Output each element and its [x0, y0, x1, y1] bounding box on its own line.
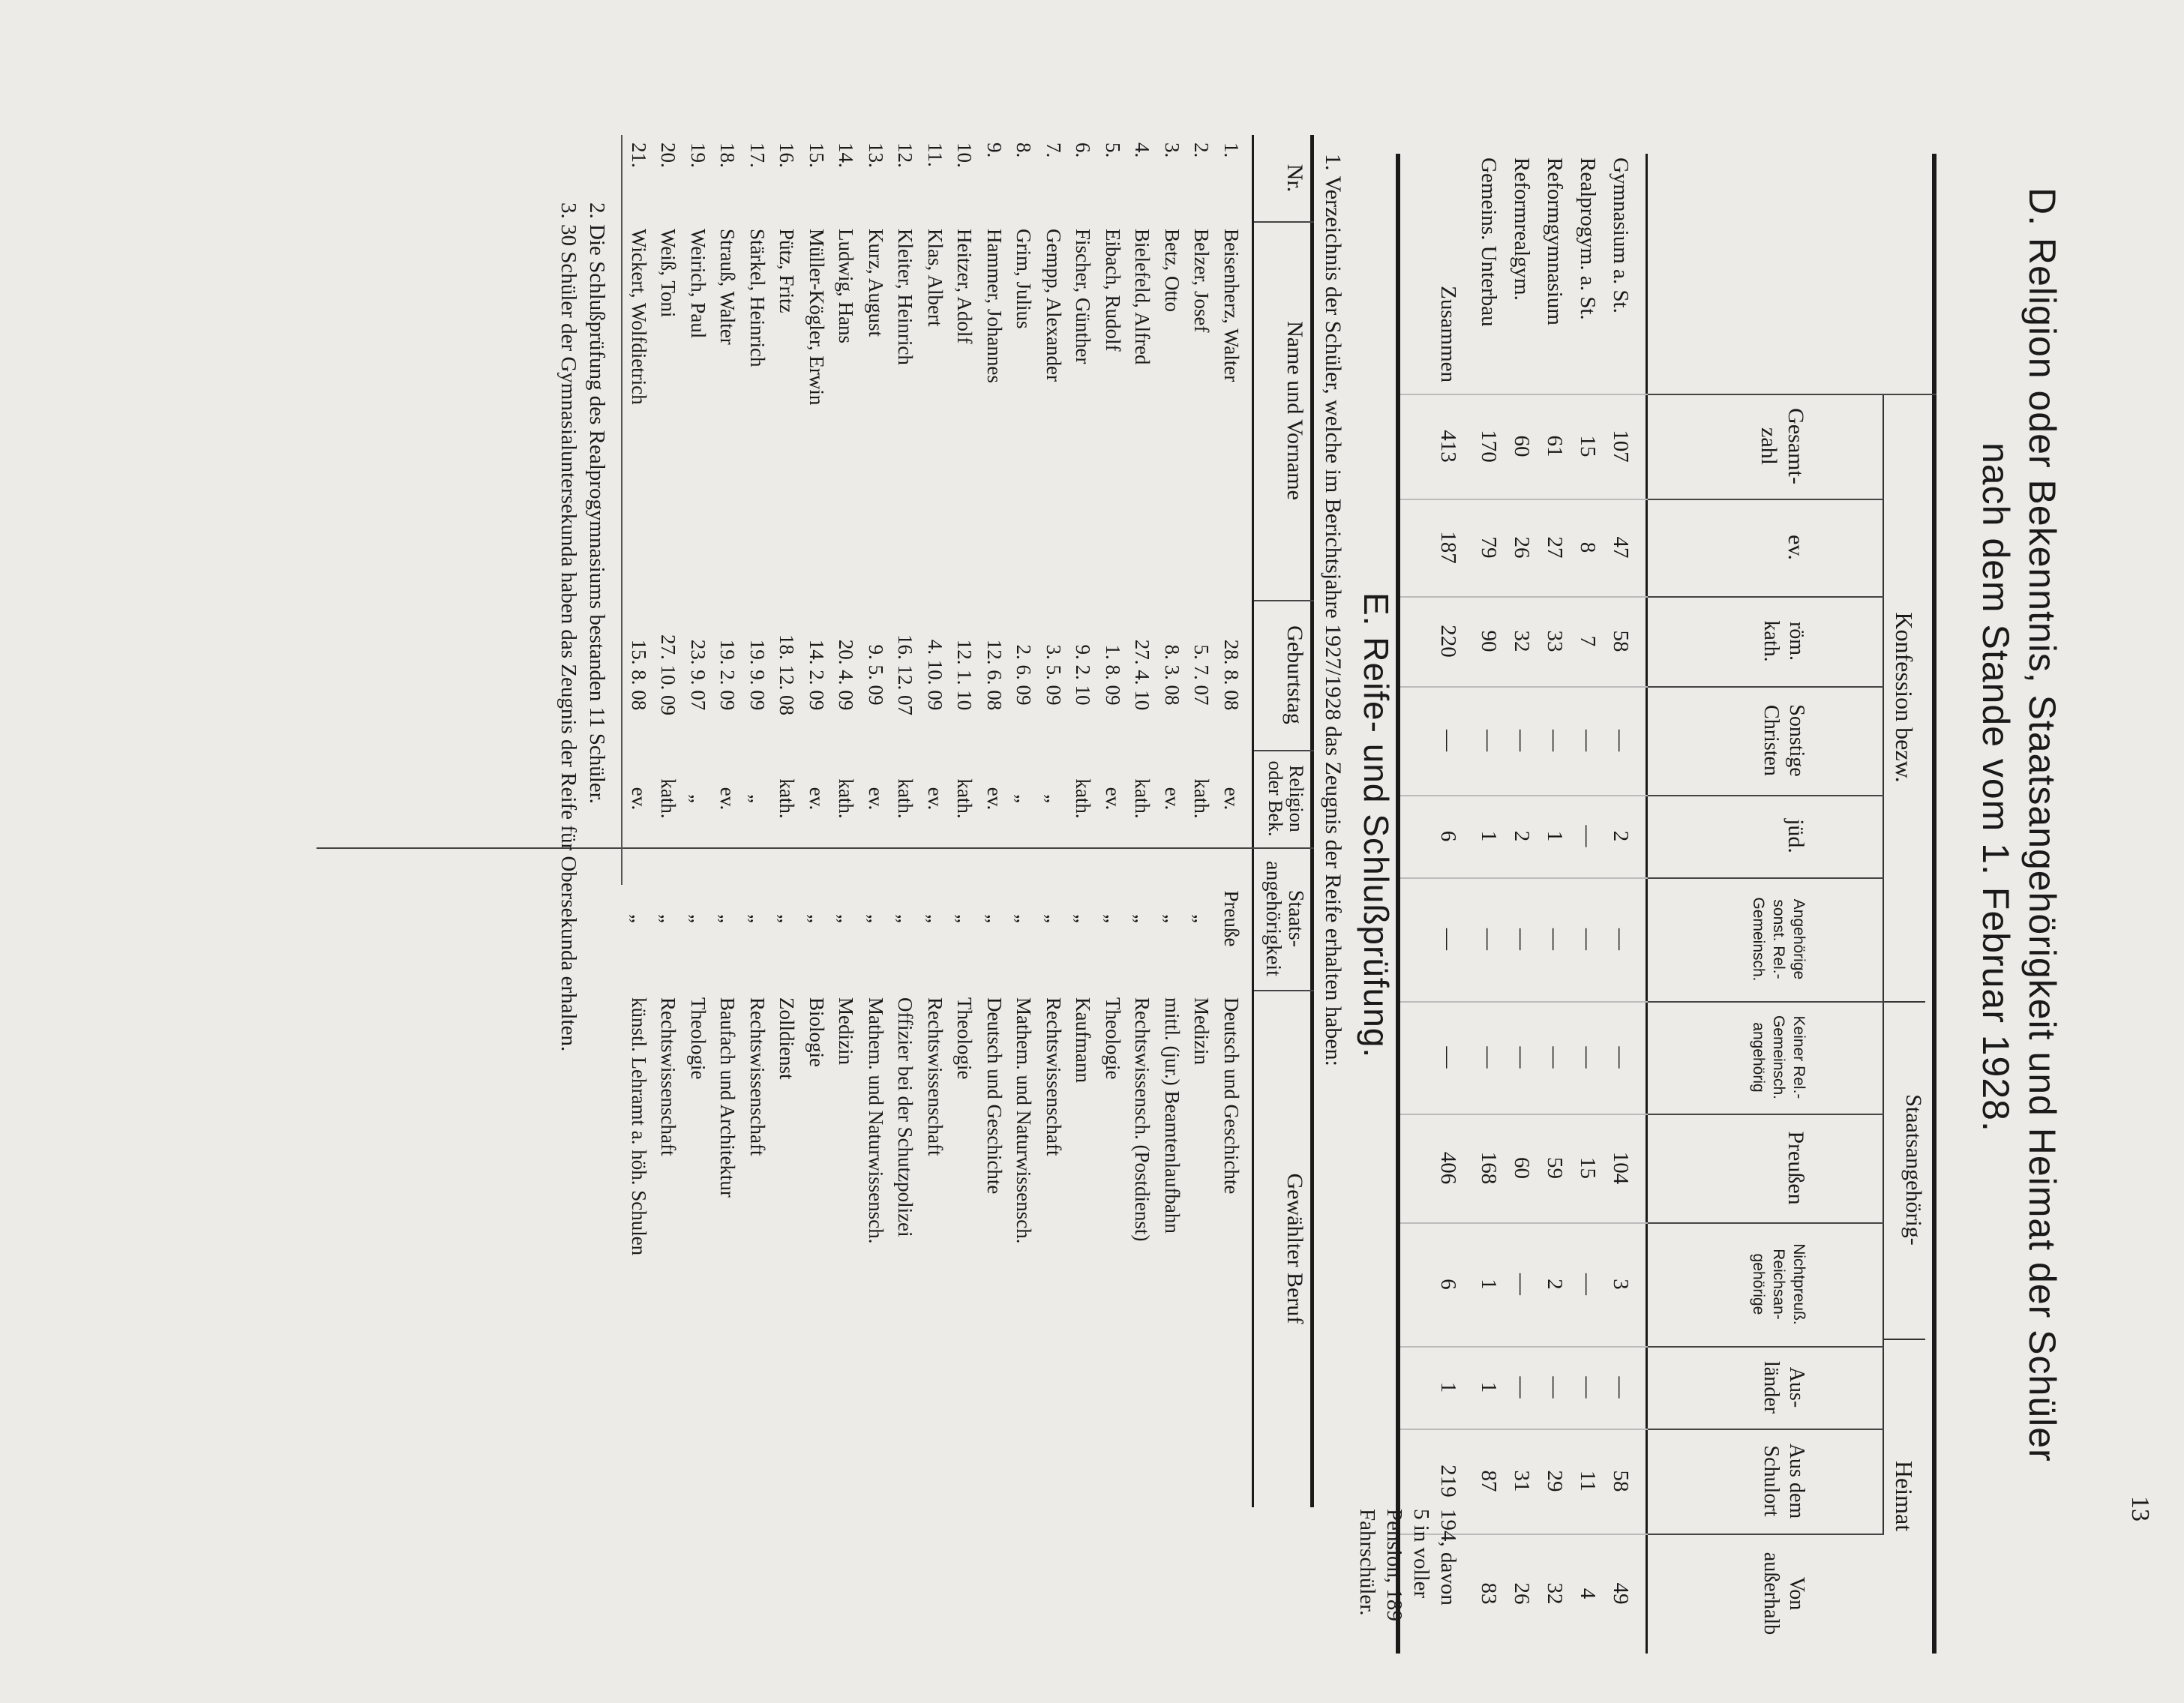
- reife-name: Grim, Julius: [1012, 229, 1036, 329]
- religion-cell: —: [1576, 730, 1600, 751]
- reife-religion: kath.: [1190, 778, 1214, 819]
- religion-cell: —: [1510, 928, 1534, 950]
- religion-cell: 107: [1609, 430, 1633, 463]
- reife-geburtstag: 16. 12. 07: [894, 634, 917, 715]
- religion-cell: 26: [1510, 1582, 1534, 1605]
- rule: [1648, 1001, 1884, 1003]
- heimat-note-line: Fahrschüler.: [1355, 1509, 1379, 1616]
- reife-nr: 3.: [1161, 142, 1184, 158]
- religion-cell: 170: [1477, 430, 1501, 463]
- reife-nr: 17.: [746, 142, 769, 168]
- reife-staat: „: [1012, 914, 1036, 923]
- religion-cell: 15: [1576, 1157, 1600, 1179]
- religion-cell: —: [1510, 1376, 1534, 1399]
- reife-religion: ev.: [924, 787, 946, 811]
- reife-staat: „: [1131, 914, 1154, 923]
- religion-cell: 15: [1576, 435, 1600, 457]
- religion-total-label: Zusammen: [1436, 286, 1460, 382]
- reife-name: Fischer, Günther: [1072, 229, 1095, 364]
- rule: [1310, 135, 1314, 1507]
- reife-staat: „: [657, 914, 680, 923]
- reife-geburtstag: 9. 5. 09: [865, 644, 887, 706]
- religion-cell: 4: [1576, 1588, 1600, 1600]
- reife-nr: 21.: [628, 142, 650, 168]
- religion-cell: 1: [1477, 830, 1501, 842]
- reife-name: Belzer, Josef: [1190, 229, 1214, 333]
- religion-total-cell: 187: [1436, 531, 1460, 564]
- religion-cell: —: [1477, 730, 1501, 751]
- religion-cell: 27: [1543, 536, 1567, 559]
- heimat-note-line: Pension, 189: [1382, 1509, 1406, 1621]
- religion-row-label: Gemeins. Unterbau: [1477, 157, 1501, 327]
- reife-name: Pütz, Fritz: [776, 229, 799, 313]
- rule: [621, 135, 622, 885]
- religion-cell: 2: [1543, 1279, 1567, 1290]
- religion-cell: 60: [1510, 1157, 1534, 1179]
- reife-staat: „: [953, 914, 976, 923]
- religion-total-cell: —: [1436, 928, 1460, 950]
- religion-cell: 49: [1609, 1582, 1633, 1605]
- religion-cell: —: [1510, 1046, 1534, 1069]
- rule: [1882, 394, 1884, 1534]
- col-geburtstag: Geburtstag: [1282, 625, 1307, 724]
- reife-nr: 8.: [1012, 142, 1036, 158]
- religion-cell: —: [1576, 825, 1600, 847]
- religion-row-label: Realprogym. a. St.: [1576, 157, 1600, 320]
- reife-beruf: Baufach und Architektur: [716, 997, 740, 1198]
- reife-beruf: Mathem. und Naturwissensch.: [865, 997, 887, 1244]
- religion-row-label: Reformrealgym.: [1510, 157, 1534, 301]
- religion-total-cell: 6: [1436, 1279, 1460, 1290]
- religion-cell: —: [1609, 928, 1633, 950]
- reife-religion: kath.: [953, 778, 976, 819]
- reife-staat: „: [776, 914, 799, 923]
- reife-staat: „: [894, 914, 917, 923]
- note-obersekunda: 3. 30 Schüler der Gymnasialuntersekunda haben das Zeugnis der Reife für Obersekunda erhalten.: [556, 202, 580, 1052]
- reife-beruf: Medizin: [835, 997, 858, 1065]
- reife-nr: 7.: [1042, 142, 1065, 158]
- reife-religion: ev.: [628, 787, 650, 811]
- reife-beruf: Medizin: [1190, 997, 1214, 1065]
- reife-name: Ludwig, Hans: [835, 229, 858, 343]
- rule: [1648, 1346, 1884, 1348]
- reife-religion: kath.: [835, 778, 858, 819]
- reife-beruf: Theologie: [1102, 997, 1124, 1080]
- reife-name: Strauß, Walter: [716, 229, 740, 345]
- religion-total-cell: 6: [1436, 830, 1460, 842]
- religion-total-cell: 1: [1436, 1381, 1460, 1393]
- heimat-note-line: 5 in voller: [1409, 1509, 1433, 1599]
- reife-beruf: Deutsch und Geschichte: [1220, 997, 1243, 1195]
- reife-geburtstag: 4. 10. 09: [924, 639, 946, 711]
- col-keiner: Keiner Rel.-Gemeinsch. angehörig: [1750, 1015, 1808, 1100]
- col-staatsangehoerigkeit: Staats-angehörigkeit: [1262, 861, 1307, 976]
- religion-cell: 1: [1477, 1381, 1501, 1393]
- reife-staat: „: [746, 914, 769, 923]
- rule: [1648, 1534, 1884, 1535]
- heimat-note-line: 194, davon: [1436, 1509, 1460, 1606]
- page-number: 13: [2126, 1496, 2154, 1522]
- reife-beruf: Biologie: [806, 997, 828, 1067]
- reife-name: Müller-Kögler, Erwin: [806, 229, 828, 406]
- religion-cell: 60: [1510, 435, 1534, 457]
- reife-nr: 16.: [776, 142, 799, 168]
- reife-geburtstag: 2. 6. 09: [1012, 644, 1036, 706]
- reife-beruf: Theologie: [687, 997, 710, 1080]
- col-jued: jüd.: [1784, 819, 1808, 853]
- reife-name: Stärkel, Heinrich: [746, 229, 769, 367]
- religion-cell: 32: [1510, 630, 1534, 652]
- reife-staat: „: [1161, 914, 1184, 923]
- religion-cell: —: [1543, 928, 1567, 950]
- col-von-ausserhalb: Von außerhalb: [1760, 1552, 1808, 1636]
- col-name: Name und Vorname: [1282, 321, 1307, 500]
- konfession-header: Konfession bezw.: [1891, 612, 1918, 783]
- rule: [1648, 1429, 1884, 1430]
- religion-cell: 3: [1609, 1279, 1633, 1290]
- religion-cell: —: [1609, 1046, 1633, 1069]
- col-roem-kath: röm. kath.: [1760, 620, 1808, 662]
- religion-cell: 90: [1477, 630, 1501, 652]
- reife-beruf: Rechtswissensch. (Postdienst): [1131, 997, 1154, 1242]
- religion-cell: —: [1477, 928, 1501, 950]
- col-auslaender: Aus-länder: [1760, 1361, 1808, 1414]
- religion-cell: 2: [1510, 830, 1534, 842]
- religion-cell: 33: [1543, 630, 1567, 652]
- col-angehoerige: Angehörige sonst. Rel.-Gemeinsch.: [1750, 897, 1808, 982]
- reife-beruf: Rechtswissenschaft: [657, 997, 680, 1156]
- reife-geburtstag: 8. 3. 08: [1161, 644, 1184, 706]
- religion-cell: —: [1543, 730, 1567, 751]
- reife-staat: „: [716, 914, 740, 923]
- reife-geburtstag: 9. 2. 10: [1072, 644, 1095, 706]
- reife-nr: 10.: [953, 142, 976, 168]
- rule: [1648, 1114, 1884, 1115]
- reife-nr: 12.: [894, 142, 917, 168]
- religion-cell: 47: [1609, 536, 1633, 559]
- religion-cell: 29: [1543, 1470, 1567, 1492]
- reife-beruf: Offizier bei der Schutzpolizei: [894, 997, 917, 1237]
- reife-religion: kath.: [657, 778, 680, 819]
- reife-nr: 11.: [924, 142, 946, 167]
- reife-beruf: Theologie: [953, 997, 976, 1080]
- religion-cell: —: [1609, 730, 1633, 751]
- reife-religion: kath.: [1072, 778, 1095, 819]
- reife-geburtstag: 27. 4. 10: [1131, 639, 1154, 711]
- section-e-title: E. Reife- und Schlußprüfung.: [1357, 592, 1396, 1059]
- religion-cell: 58: [1609, 630, 1633, 652]
- reife-staat: „: [1042, 914, 1065, 923]
- reife-name: Beisenherz, Walter: [1220, 229, 1243, 382]
- reife-religion: ev.: [1220, 787, 1243, 811]
- religion-cell: 32: [1543, 1582, 1567, 1605]
- col-religion: Religion oder Bek.: [1264, 760, 1307, 837]
- religion-cell: 26: [1510, 536, 1534, 559]
- reife-name: Hammer, Johannes: [983, 229, 1006, 383]
- religion-total-cell: 219: [1436, 1465, 1460, 1498]
- reife-geburtstag: 3. 5. 09: [1042, 644, 1065, 706]
- reife-name: Weiß, Toni: [657, 229, 680, 318]
- religion-cell: —: [1576, 1273, 1600, 1295]
- reife-name: Eibach, Rudolf: [1102, 229, 1124, 352]
- reife-religion: ev.: [1161, 787, 1184, 811]
- reife-religion: „: [687, 794, 710, 803]
- reife-religion: ev.: [983, 787, 1006, 811]
- reife-name: Betz, Otto: [1161, 229, 1184, 312]
- reife-geburtstag: 15. 8. 08: [628, 639, 650, 711]
- reife-beruf: Rechtswissenschaft: [1042, 997, 1065, 1156]
- reife-name: Kurz, August: [865, 229, 887, 337]
- reife-staat: „: [687, 914, 710, 923]
- rule: [1648, 499, 1884, 500]
- reife-nr: 9.: [983, 142, 1006, 158]
- reife-staat: „: [865, 914, 887, 923]
- religion-cell: 79: [1477, 536, 1501, 559]
- reife-nr: 5.: [1102, 142, 1124, 158]
- note-schlusspruefung: 2. Die Schlußprüfung des Realprogymnasiums bestanden 11 Schüler.: [585, 202, 609, 804]
- reife-geburtstag: 14. 2. 09: [806, 639, 828, 711]
- religion-cell: 104: [1609, 1151, 1633, 1185]
- reife-staat: „: [983, 914, 1006, 923]
- reife-staat: „: [628, 914, 650, 923]
- col-nr: Nr.: [1282, 163, 1307, 193]
- religion-cell: 2: [1609, 830, 1633, 842]
- reife-beruf: Deutsch und Geschichte: [983, 997, 1006, 1195]
- reife-geburtstag: 19. 9. 09: [746, 639, 769, 711]
- section-d-title-line2: nach dem Stande vom 1. Februar 1928.: [1975, 442, 2017, 1132]
- reife-staat: „: [835, 914, 858, 923]
- reife-religion: ev.: [716, 787, 740, 811]
- staatsangehoerigkeit-header: Staatsangehörig-: [1901, 1094, 1926, 1246]
- reife-nr: 13.: [865, 142, 887, 168]
- reife-geburtstag: 27. 10. 09: [657, 634, 680, 715]
- reife-beruf: Kaufmann: [1072, 997, 1095, 1083]
- col-aus-dem-schulort: Aus dem Schulort: [1760, 1443, 1808, 1519]
- religion-cell: —: [1609, 1376, 1633, 1399]
- religion-cell: 1: [1543, 830, 1567, 842]
- reife-name: Bielefeld, Alfred: [1131, 229, 1154, 365]
- reife-staat: „: [806, 914, 828, 923]
- religion-total-cell: —: [1436, 730, 1460, 751]
- reife-nr: 20.: [657, 142, 680, 168]
- reife-religion: ev.: [1102, 787, 1124, 811]
- rule: [1252, 135, 1254, 1507]
- reife-geburtstag: 20. 4. 09: [835, 639, 858, 711]
- reife-name: Wickert, Wolfdietrich: [628, 229, 650, 405]
- reife-beruf: mittl. (jur.) Beamtenlaufbahn: [1161, 997, 1184, 1234]
- religion-cell: 58: [1609, 1470, 1633, 1492]
- rule: [1648, 596, 1884, 598]
- reife-geburtstag: 23. 9. 07: [687, 639, 710, 711]
- reife-nr: 2.: [1190, 142, 1214, 158]
- religion-cell: —: [1576, 1046, 1600, 1069]
- col-preussen: Preußen: [1784, 1131, 1808, 1205]
- section-e-intro: 1. Verzeichnis der Schüler, welche im Berichtsjahre 1927/1928 das Zeugnis der Reife erhalten haben:: [1321, 154, 1346, 1067]
- reife-name: Klas, Albert: [924, 229, 946, 327]
- religion-total-cell: 413: [1436, 430, 1460, 463]
- reife-religion: kath.: [776, 778, 799, 819]
- religion-row-label: Gymnasium a. St.: [1609, 157, 1633, 313]
- reife-nr: 18.: [716, 142, 740, 168]
- religion-total-cell: —: [1436, 1046, 1460, 1069]
- reife-nr: 1.: [1220, 142, 1243, 158]
- religion-total-cell: 406: [1436, 1151, 1460, 1185]
- rule: [1648, 795, 1884, 796]
- reife-staat: „: [1072, 914, 1095, 923]
- reife-geburtstag: 18. 12. 08: [776, 634, 799, 715]
- religion-cell: —: [1510, 730, 1534, 751]
- reife-beruf: Mathem. und Naturwissensch.: [1012, 997, 1036, 1244]
- religion-cell: —: [1510, 1273, 1534, 1295]
- col-beruf: Gewählter Beruf: [1282, 1173, 1307, 1324]
- reife-beruf: künstl. Lehramt a. höh. Schulen: [628, 997, 650, 1256]
- religion-cell: 83: [1477, 1582, 1501, 1605]
- reife-staat: „: [1190, 914, 1214, 923]
- reife-beruf: Rechtswissenschaft: [924, 997, 946, 1156]
- col-nichtpreuss: Nichtpreuß. Reichsan-gehörige: [1750, 1243, 1808, 1325]
- reife-geburtstag: 1. 8. 09: [1102, 644, 1124, 706]
- reife-name: Heitzer, Adolf: [953, 229, 976, 344]
- religion-total-cell: 220: [1436, 625, 1460, 658]
- religion-cell: —: [1543, 1376, 1567, 1399]
- religion-cell: —: [1576, 1376, 1600, 1399]
- reife-nr: 4.: [1131, 142, 1154, 158]
- reife-staat: Preuße: [1220, 890, 1243, 947]
- heimat-header: Heimat: [1891, 1460, 1918, 1532]
- reife-geburtstag: 19. 2. 09: [716, 639, 740, 711]
- reife-geburtstag: 12. 6. 08: [983, 639, 1006, 711]
- reife-nr: 15.: [806, 142, 828, 168]
- reife-name: Kleiter, Heinrich: [894, 229, 917, 365]
- reife-religion: ev.: [865, 787, 887, 811]
- reife-geburtstag: 12. 1. 10: [953, 639, 976, 711]
- reife-staat: „: [1102, 914, 1124, 923]
- religion-row-label: Reformgymnasium: [1543, 157, 1567, 325]
- religion-cell: —: [1477, 1046, 1501, 1069]
- reife-religion: „: [1012, 794, 1036, 803]
- religion-cell: 87: [1477, 1470, 1501, 1492]
- religion-cell: 7: [1576, 635, 1600, 647]
- religion-cell: —: [1543, 1046, 1567, 1069]
- reife-religion: ev.: [806, 787, 828, 811]
- religion-cell: 1: [1477, 1279, 1501, 1290]
- reife-religion: kath.: [894, 778, 917, 819]
- reife-name: Gempp, Alexander: [1042, 229, 1065, 382]
- religion-cell: 31: [1510, 1470, 1534, 1492]
- religion-cell: 8: [1576, 541, 1600, 553]
- reife-geburtstag: 5. 7. 07: [1190, 644, 1214, 706]
- rule: [1932, 154, 1936, 1654]
- col-sonstige-christen: Sonstige Christen: [1760, 704, 1808, 777]
- rule: [1648, 1222, 1884, 1224]
- reife-nr: 6.: [1072, 142, 1095, 158]
- reife-religion: kath.: [1131, 778, 1154, 819]
- reife-nr: 14.: [835, 142, 858, 168]
- col-gesamtzahl: Gesamt-zahl: [1756, 408, 1808, 484]
- reife-name: Weirich, Paul: [687, 229, 710, 339]
- reife-nr: 19.: [687, 142, 710, 168]
- religion-cell: —: [1576, 928, 1600, 950]
- reife-religion: „: [1042, 794, 1065, 803]
- reife-geburtstag: 28. 8. 08: [1220, 639, 1243, 711]
- religion-cell: 61: [1543, 435, 1567, 457]
- religion-cell: 11: [1576, 1471, 1600, 1492]
- rule: [1648, 686, 1884, 688]
- reife-beruf: Zolldienst: [776, 997, 799, 1080]
- section-d-title-line1: D. Religion oder Bekenntnis, Staatsangehörigkeit und Heimat der Schüler: [2021, 187, 2063, 1462]
- religion-cell: 59: [1543, 1157, 1567, 1179]
- reife-religion: „: [746, 794, 769, 803]
- religion-cell: 168: [1477, 1151, 1501, 1185]
- reife-staat: „: [924, 914, 946, 923]
- reife-beruf: Rechtswissenschaft: [746, 997, 769, 1156]
- rule: [1648, 877, 1884, 879]
- col-ev: ev.: [1784, 535, 1808, 560]
